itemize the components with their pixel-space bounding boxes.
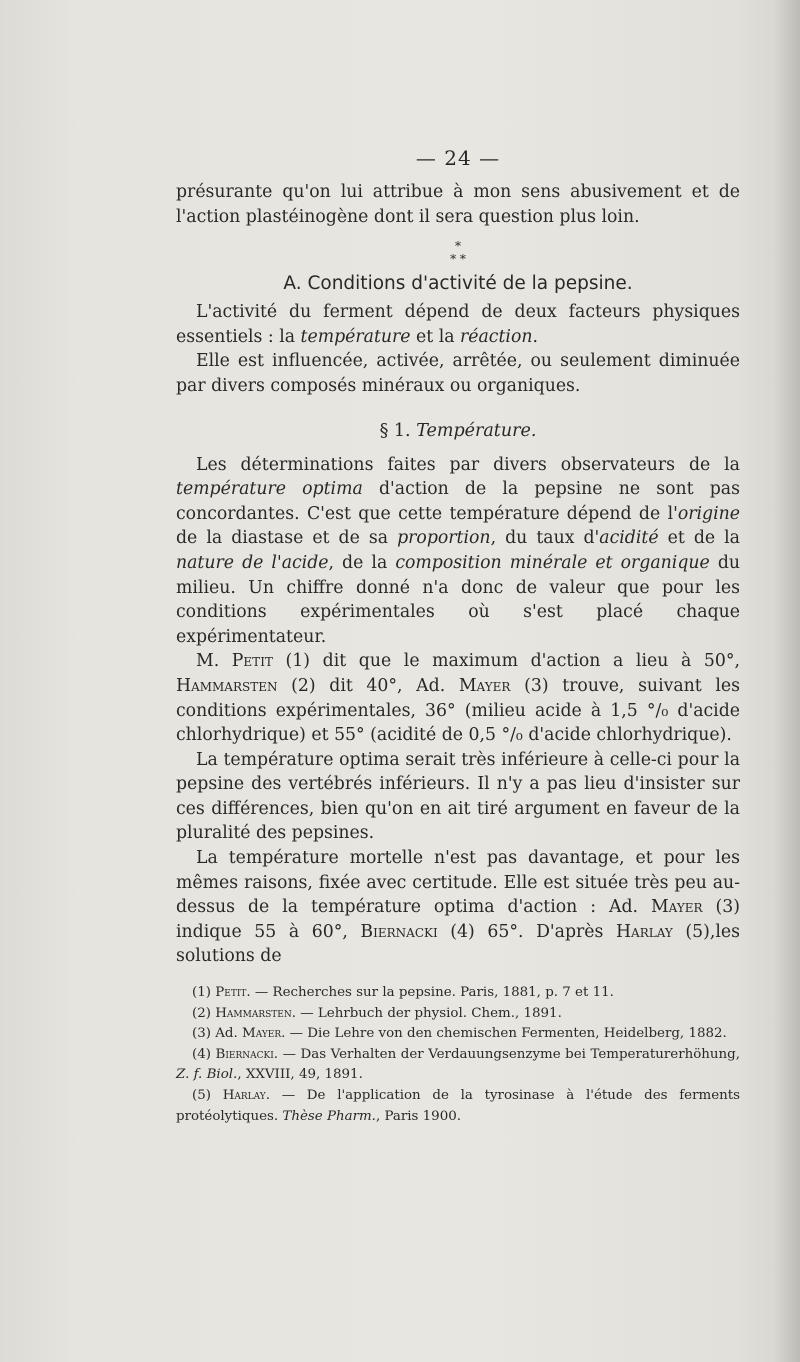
paragraph-optima: [176, 748, 740, 846]
paragraph-continuation: [176, 180, 740, 229]
intro-italic-reaction: réaction: [460, 326, 533, 347]
fn3-author: Mayer: [241, 1026, 282, 1042]
det-italic-d: origine: [677, 503, 740, 524]
det-italic-f: proportion: [397, 528, 491, 549]
fn5-journal: Thèse Pharm.: [282, 1108, 376, 1124]
petit-text-2: (1) dit que le maximum d'action a lieu à 50°,: [272, 651, 740, 672]
fn5-author: Harlay: [222, 1088, 266, 1103]
mort-text-4: (5),les solutions de: [176, 921, 741, 967]
fn2-author: Hammarsten: [215, 1005, 292, 1021]
footnote-5: [176, 1086, 740, 1127]
author-mayer: Mayer: [458, 675, 511, 696]
subsection-title: [176, 419, 740, 443]
fn4-journal: Z. f. Biol.: [176, 1067, 238, 1083]
fn5-text-b: , Paris 1900.: [375, 1108, 461, 1124]
det-italic-j: nature de l'acide: [176, 552, 329, 573]
asterism-top: *: [455, 239, 461, 254]
subsection-number: § 1.: [379, 420, 411, 441]
fn2-text: . — Lehrbuch der physiol. Chem., 1891.: [291, 1005, 562, 1021]
intro-influence-text: Elle est influencée, activée, arrêtée, ou seulement diminuée par divers composés minéraux ou organiques.: [176, 351, 740, 396]
footnote-2: [176, 1004, 740, 1025]
footnotes: [176, 983, 740, 1127]
intro-text-e: .: [532, 326, 538, 347]
fn5-text-a: . — De l'application de la tyrosinase à l'étude des ferments protéolytiques.: [176, 1088, 740, 1124]
page-edge-shadow: [774, 0, 800, 1362]
fn2-number: (2): [192, 1005, 216, 1021]
intro-text-c: et la: [410, 326, 461, 347]
author-petit: Petit: [231, 651, 273, 672]
fn4-text-a: . — Das Verhalten der Verdauungsenzyme bei Temperaturerhöhung,: [273, 1046, 740, 1062]
fn5-number: (5): [192, 1088, 223, 1103]
petit-text-4: (3) trouve, suivant les conditions expérimentales, 36° (milieu acide à 1,5 °/₀ d'acide chlorhydrique) et 55° (acidité de 0,5 °/₀ d'acide chlorhydrique).: [176, 675, 740, 746]
det-text-m: du milieu. Un chiffre donné n'a donc de valeur que pour les conditions expérimentales où s'est placé chaque expérimentateur.: [176, 552, 741, 647]
fn4-number: (4): [192, 1046, 216, 1062]
author-hammarsten: Hammarsten: [176, 675, 278, 696]
footnote-1: [176, 983, 740, 1004]
fn4-text-b: , XXVIII, 49, 1891.: [237, 1067, 363, 1083]
subsection-title-text: Température.: [416, 420, 537, 441]
fn3-text: . — Die Lehre von den chemischen Fermenten, Heidelberg, 1882.: [281, 1026, 727, 1042]
paragraph-petit: [176, 649, 740, 747]
petit-text-3: (2) dit 40°, Ad.: [277, 675, 459, 696]
det-italic-h: acidité: [599, 528, 659, 549]
det-text-g: , du taux d': [490, 528, 600, 549]
optima-text: La température optima serait très inférieure à celle-ci pour la pepsine des vertébrés inférieurs. Il n'y a pas lieu d'insister sur ces différences, bien qu'on en ait tiré argument en faveur de la pluralité des pepsines.: [176, 749, 740, 844]
fn1-text: . — Recherches sur la pepsine. Paris, 1881, p. 7 et 11.: [246, 985, 614, 1001]
det-text-k: , de la: [328, 552, 396, 573]
intro-text-a: L'activité du ferment dépend de deux facteurs physiques essentiels : la: [176, 302, 740, 347]
det-text-e: de la diastase et de sa: [176, 528, 398, 549]
det-text-i: et de la: [658, 528, 740, 549]
text-block: [176, 146, 740, 1127]
paragraph-determinations: [176, 453, 740, 650]
det-italic-l: composition minérale et organique: [395, 552, 710, 573]
author-harlay: Harlay: [615, 921, 673, 942]
mort-text-2: (3) indique 55 à 60°,: [176, 897, 740, 942]
fn1-author: Petit: [215, 985, 247, 1001]
det-text-c: d'action de la pepsine ne sont pas concordantes. C'est que cette température dépend de l': [176, 479, 740, 524]
paragraph-intro-factors: [176, 300, 740, 349]
fn3-number: (3) Ad.: [192, 1026, 242, 1042]
paragraph-intro-influence: [176, 349, 740, 398]
footnote-4: [176, 1045, 740, 1086]
page-number: — 24 —: [415, 146, 501, 170]
fn1-number: (1): [192, 985, 216, 1001]
mort-text-3: (4) 65°. D'après: [437, 921, 616, 942]
asterism: [176, 240, 740, 266]
det-text-a: Les déterminations faites par divers observateurs de la: [196, 454, 740, 475]
petit-text-1: M.: [196, 651, 232, 672]
fn4-author: Biernacki: [215, 1046, 274, 1062]
det-italic-b: température optima: [176, 479, 363, 500]
paragraph-mortelle: [176, 846, 740, 969]
section-title: A. Conditions d'activité de la pepsine.: [283, 273, 633, 295]
intro-italic-temperature: température: [300, 326, 411, 347]
asterism-bottom: * *: [450, 252, 466, 267]
paragraph-continuation-text: présurante qu'on lui attribue à mon sens abusivement et de l'action plastéinogène dont il sera question plus loin.: [176, 182, 740, 227]
author-biernacki: Biernacki: [360, 921, 438, 942]
mort-text-1: La température mortelle n'est pas davantage, et pour les mêmes raisons, fixée avec certitude. Elle est située très peu au-dessus de la température optima d'action : Ad.: [176, 848, 740, 918]
author-mayer-2: Mayer: [650, 897, 703, 918]
footnote-3: [176, 1024, 740, 1045]
